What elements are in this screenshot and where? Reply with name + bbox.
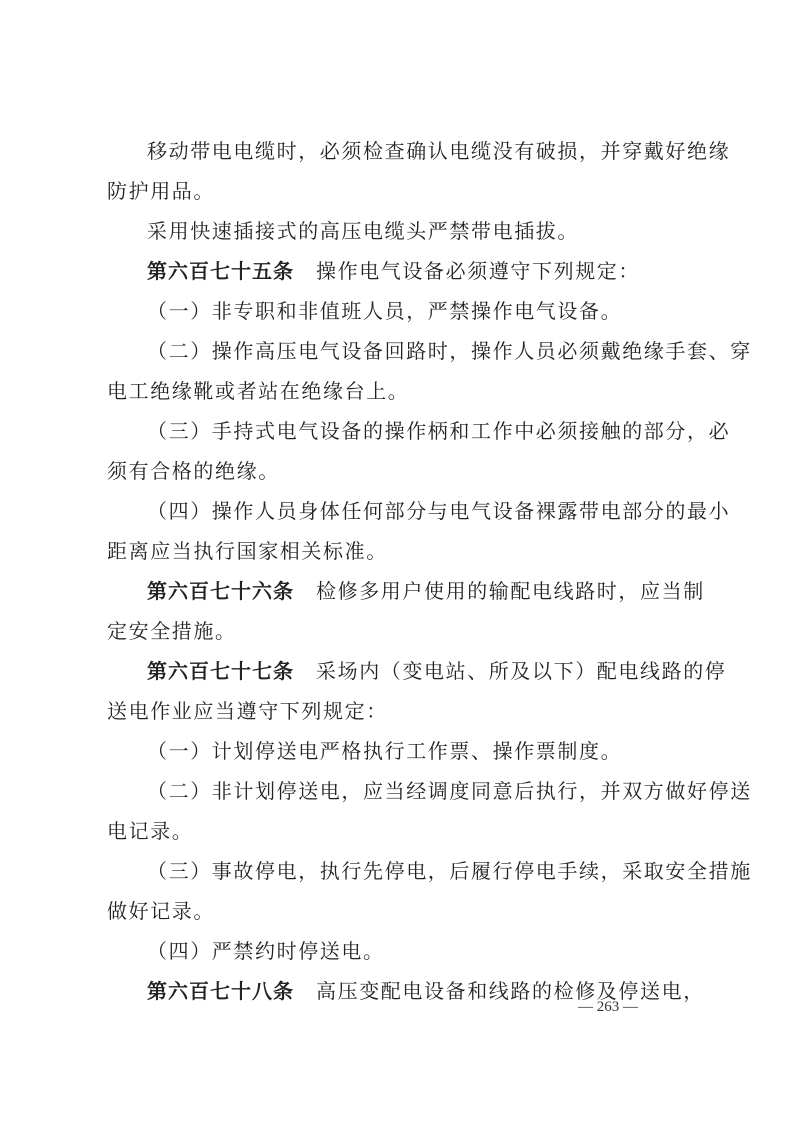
text-line: 距离应当执行国家相关标准。 <box>107 539 388 563</box>
article-paragraph <box>147 577 705 605</box>
text-line: 须有合格的绝缘。 <box>107 459 280 483</box>
article-number: 第六百七十七条 <box>147 659 294 683</box>
article-text: 高压变配电设备和线路的检修及停送电， <box>316 979 705 1003</box>
text-line: （一）计划停送电严格执行工作票、操作票制度。 <box>147 739 623 763</box>
article-paragraph <box>147 657 727 685</box>
article-text: 操作电气设备必须遵守下列规定： <box>316 259 640 283</box>
text-line: 防护用品。 <box>107 179 215 203</box>
article-number: 第六百七十五条 <box>147 259 294 283</box>
text-line: （二）非计划停送电，应当经调度同意后执行，并双方做好停送 <box>147 779 752 803</box>
page-number: — 263 — <box>578 999 638 1015</box>
article-number: 第六百七十八条 <box>147 979 294 1003</box>
text-line: （四）严禁约时停送电。 <box>147 939 385 963</box>
article-text: 采场内（变电站、所及以下）配电线路的停 <box>316 659 727 683</box>
text-line: 电记录。 <box>107 819 194 843</box>
article-number: 第六百七十六条 <box>147 579 294 603</box>
article-text: 检修多用户使用的输配电线路时，应当制 <box>316 579 705 603</box>
text-line: （三）事故停电，执行先停电，后履行停电手续，采取安全措施 <box>147 859 752 883</box>
text-line: 送电作业应当遵守下列规定： <box>107 699 388 723</box>
text-line: （二）操作高压电气设备回路时，操作人员必须戴绝缘手套、穿 <box>147 339 752 363</box>
text-line: 采用快速插接式的高压电缆头严禁带电插拔。 <box>147 219 579 243</box>
text-line: 做好记录。 <box>107 899 215 923</box>
text-line: （三）手持式电气设备的操作柄和工作中必须接触的部分，必 <box>147 419 731 443</box>
text-line: （一）非专职和非值班人员，严禁操作电气设备。 <box>147 299 623 323</box>
text-line: 定安全措施。 <box>107 619 237 643</box>
text-line: （四）操作人员身体任何部分与电气设备裸露带电部分的最小 <box>147 499 731 523</box>
article-paragraph <box>147 257 687 285</box>
text-line: 电工绝缘靴或者站在绝缘台上。 <box>107 379 410 403</box>
text-line: 移动带电电缆时，必须检查确认电缆没有破损，并穿戴好绝缘 <box>147 139 731 163</box>
